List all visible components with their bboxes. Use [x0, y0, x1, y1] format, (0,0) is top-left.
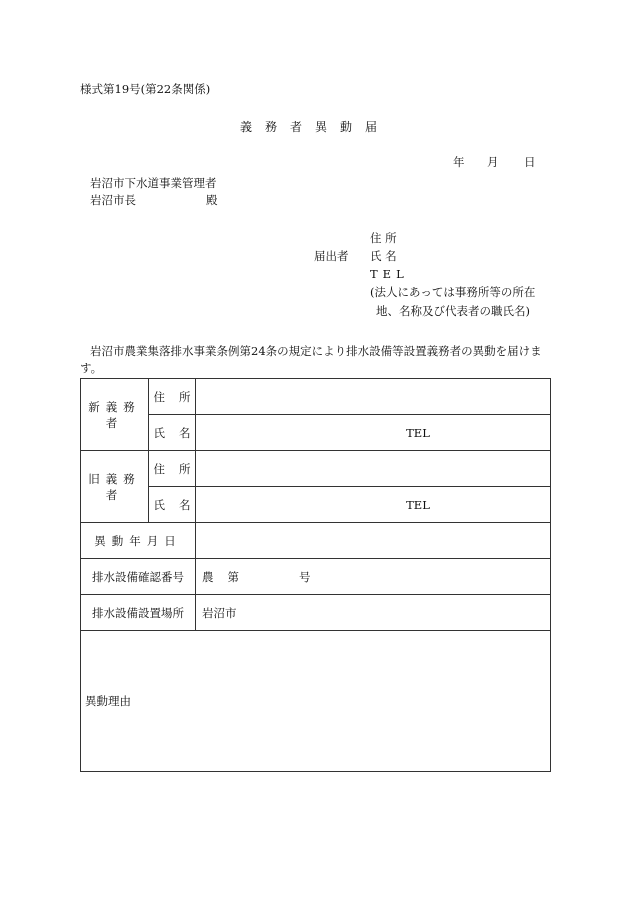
confirm-number-mid: 第: [227, 569, 239, 584]
new-obligor-name-row: [81, 415, 551, 451]
new-obligor-tel-label: TEL: [406, 425, 430, 440]
new-obligor-name-label: [149, 415, 196, 451]
change-date-row: [81, 523, 551, 559]
change-date-label: 異動年月日: [81, 523, 196, 559]
old-obligor-address-field[interactable]: [196, 451, 551, 487]
confirm-number-field[interactable]: [196, 559, 551, 595]
old-obligor-address-label: [149, 451, 196, 487]
old-address-char1: 住: [153, 461, 165, 476]
recipient-suffix: 殿: [206, 193, 218, 207]
old-name-char2: 名: [179, 497, 191, 512]
reason-row: [81, 631, 551, 772]
new-obligor-name-field[interactable]: [196, 415, 551, 451]
recipient-line2: 岩沼市長: [90, 193, 136, 207]
new-obligor-address-label: [149, 379, 196, 415]
old-obligor-tel-label: TEL: [406, 497, 430, 512]
applicant-name-label: 氏 名: [370, 249, 397, 263]
new-obligor-label: 新義務者: [81, 379, 149, 451]
applicant-tel-label: TEL: [370, 267, 409, 281]
old-obligor-name-field[interactable]: [196, 487, 551, 523]
old-obligor-name-row: [81, 487, 551, 523]
change-date-field[interactable]: [196, 523, 551, 559]
new-address-char2: 所: [179, 389, 191, 404]
old-obligor-address-row: [81, 451, 551, 487]
new-name-char2: 名: [179, 425, 191, 440]
confirm-number-prefix: 農: [202, 569, 214, 584]
location-field[interactable]: [196, 595, 551, 631]
recipient-line1: 岩沼市下水道事業管理者: [90, 176, 217, 190]
date-month-label: 月: [487, 155, 499, 169]
confirm-number-suffix: 号: [299, 569, 311, 584]
applicant-label: 届出者: [314, 249, 349, 263]
applicant-note-line2: 地、名称及び代表者の職氏名): [376, 304, 530, 318]
new-obligor-address-field[interactable]: [196, 379, 551, 415]
old-obligor-name-label: [149, 487, 196, 523]
reason-label: 異動理由: [85, 694, 131, 708]
document-title: 義務者異動届: [239, 120, 390, 134]
date-day-label: 日: [524, 155, 536, 169]
date-year-label: 年: [453, 155, 465, 169]
old-address-char2: 所: [179, 461, 191, 476]
confirm-number-label: 排水設備確認番号: [81, 559, 196, 595]
location-label: 排水設備設置場所: [81, 595, 196, 631]
new-address-char1: 住: [153, 389, 165, 404]
location-value: 岩沼市: [202, 605, 237, 620]
new-obligor-address-row: [81, 379, 551, 415]
new-name-char1: 氏: [153, 425, 165, 440]
confirm-number-row: [81, 559, 551, 595]
applicant-note-line1: (法人にあっては事務所等の所在: [370, 285, 536, 299]
form-number: 様式第19号(第22条関係): [80, 82, 211, 96]
location-row: [81, 595, 551, 631]
reason-field[interactable]: [81, 631, 551, 772]
applicant-address-label: 住 所: [370, 231, 397, 245]
old-name-char1: 氏: [153, 497, 165, 512]
body-text: 岩沼市農業集落排水事業条例第24条の規定により排水設備等設置義務者の異動を届けます。: [80, 344, 542, 375]
change-form-table: [80, 378, 551, 772]
old-obligor-label: 旧義務者: [81, 451, 149, 523]
